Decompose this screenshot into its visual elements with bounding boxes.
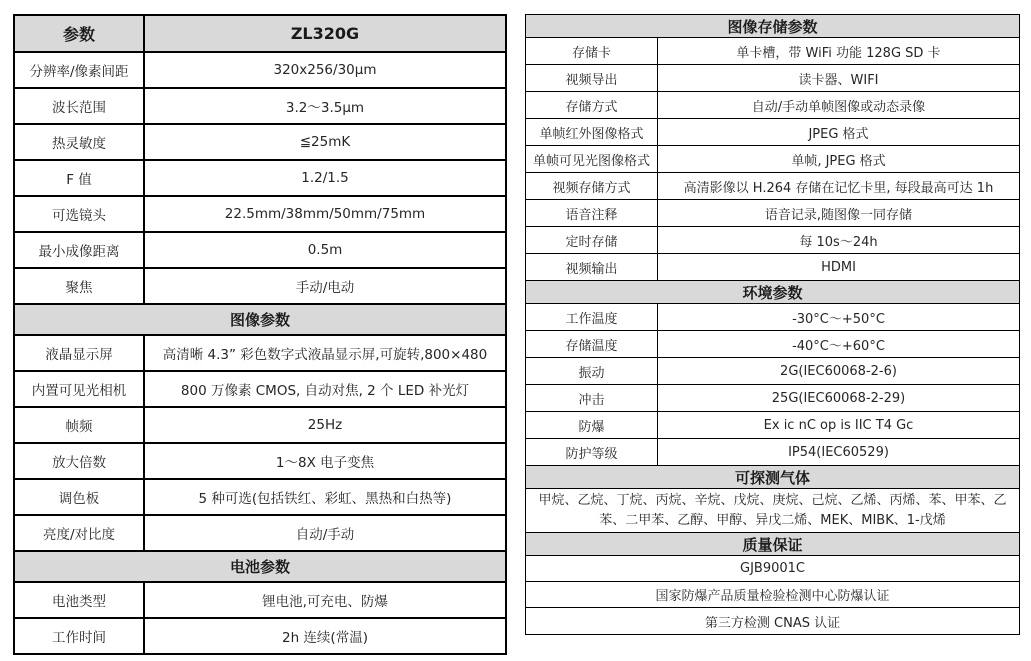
param-label-cell: 可选镜头 (15, 197, 145, 231)
param-value-cell: 2G(IEC60068-2-6) (780, 363, 897, 379)
param-label-cell: 工作时间 (15, 619, 145, 653)
param-label-cell: 分辨率/像素间距 (15, 53, 145, 87)
spec-table-right (525, 14, 1020, 635)
section-header-row: 环境参数 (526, 281, 1019, 304)
param-value-cell: JPEG 格式 (808, 126, 869, 142)
table-header-row (15, 16, 505, 53)
param-label-cell: 存储卡 (526, 38, 658, 64)
table-row (15, 161, 505, 197)
table-row (526, 92, 1019, 119)
table-row (526, 304, 1019, 331)
param-value-cell: IP54(IEC60529) (788, 444, 889, 460)
param-label-cell: 热灵敏度 (15, 125, 145, 159)
param-value-cell: 3.2～3.5μm (285, 100, 365, 116)
param-label-cell: 防护等级 (526, 439, 658, 465)
table-row (15, 480, 505, 516)
section-header-row: 图像存储参数 (526, 15, 1019, 38)
param-value-cell: 320x256/30μm (273, 62, 377, 78)
section-header-row: 质量保证 (526, 533, 1019, 556)
table-row (526, 331, 1019, 358)
param-value-cell: 2h 连续(常温) (282, 630, 368, 646)
table-row (526, 254, 1019, 281)
table-row (15, 336, 505, 372)
full-width-row: 国家防爆产品质量检验检测中心防爆认证 (526, 582, 1019, 608)
param-label-cell: 最小成像距离 (15, 233, 145, 267)
param-label-cell: 电池类型 (15, 583, 145, 617)
param-value-cell: ≦25mK (299, 134, 351, 150)
param-label-cell: F 值 (15, 161, 145, 195)
section-header-row: 可探测气体 (526, 466, 1019, 489)
table-row (526, 119, 1019, 146)
param-label-cell: 单帧红外图像格式 (526, 119, 658, 145)
param-label-cell: 波长范围 (15, 89, 145, 123)
param-value-cell: 0.5m (307, 242, 343, 258)
param-value-cell: 高清影像以 H.264 存储在记忆卡里, 每段最高可达 1h (683, 180, 994, 196)
param-label-cell: 视频存储方式 (526, 173, 658, 199)
param-label-cell: 帧频 (15, 408, 145, 442)
table-row (15, 269, 505, 305)
table-row (15, 125, 505, 161)
table-row (15, 89, 505, 125)
table-row (15, 53, 505, 89)
full-width-row: 甲烷、乙烷、丁烷、丙烷、辛烷、戊烷、庚烷、己烷、乙烯、丙烯、苯、甲苯、乙苯、二甲苯、乙醇、甲醇、异戊二烯、MEK、MIBK、1-戊烯 (526, 489, 1019, 533)
full-width-row: GJB9001C (526, 556, 1019, 582)
param-label-cell: 单帧可见光图像格式 (526, 146, 658, 172)
table-row (15, 372, 505, 408)
spec-table-left (13, 14, 507, 655)
param-value-cell: 800 万像素 CMOS, 自动对焦, 2 个 LED 补光灯 (180, 383, 470, 399)
table-row (15, 583, 505, 619)
param-value-cell: 自动/手动单帧图像或动态录像 (751, 99, 926, 115)
param-value-cell: 单卡槽，带 WiFi 功能 128G SD 卡 (736, 45, 941, 61)
param-label-cell: 液晶显示屏 (15, 336, 145, 370)
param-label-cell: 防爆 (526, 412, 658, 438)
param-label-cell: 视频输出 (526, 254, 658, 280)
param-label-cell: 冲击 (526, 385, 658, 411)
param-label-cell: 放大倍数 (15, 444, 145, 478)
param-value-cell: 25G(IEC60068-2-29) (771, 390, 906, 406)
table-row (526, 439, 1019, 466)
param-value-cell: 22.5mm/38mm/50mm/75mm (224, 206, 426, 222)
param-value-cell: 锂电池,可充电、防爆 (262, 594, 388, 610)
param-value-cell: HDMI (821, 259, 856, 275)
param-value-cell: 1～8X 电子变焦 (275, 455, 375, 471)
table-row (15, 408, 505, 444)
table-row (526, 65, 1019, 92)
param-value-cell: 自动/手动 (295, 527, 355, 543)
param-value-cell: 读卡器、WIFI (798, 72, 879, 88)
table-row (15, 444, 505, 480)
table-row (526, 385, 1019, 412)
param-value-cell: -30°C～+50°C (792, 311, 885, 327)
table-row (15, 197, 505, 233)
table-row (526, 173, 1019, 200)
param-label-cell: 亮度/对比度 (15, 516, 145, 550)
param-value-cell: 手动/电动 (295, 280, 355, 296)
param-label-cell: 调色板 (15, 480, 145, 514)
param-label-cell: 内置可见光相机 (15, 372, 145, 406)
table-row (15, 619, 505, 653)
section-header-row: 图像参数 (15, 305, 505, 336)
param-value-cell: 单帧, JPEG 格式 (791, 153, 886, 169)
param-label-cell: 语音注释 (526, 200, 658, 226)
table-row (15, 516, 505, 552)
model-header-cell: ZL320G (145, 16, 505, 51)
param-value-cell: Ex ic nC op is IIC T4 Gc (763, 417, 914, 433)
table-row (526, 358, 1019, 385)
param-value-cell: -40°C～+60°C (792, 338, 885, 354)
param-label-cell: 定时存储 (526, 227, 658, 253)
param-label-cell: 存储方式 (526, 92, 658, 118)
param-value-cell: 语音记录,随图像一同存储 (764, 207, 913, 223)
param-value-cell: 每 10s～24h (799, 234, 878, 250)
param-value-cell: 高清晰 4.3” 彩色数字式液晶显示屏,可旋转,800×480 (162, 347, 488, 363)
table-row (526, 38, 1019, 65)
param-label-cell: 聚焦 (15, 269, 145, 303)
param-label-cell: 振动 (526, 358, 658, 384)
table-row (526, 227, 1019, 254)
table-row (526, 146, 1019, 173)
table-row (15, 233, 505, 269)
param-header-cell: 参数 (15, 16, 145, 51)
param-label-cell: 存储温度 (526, 331, 658, 357)
param-value-cell: 5 种可选(包括铁红、彩虹、黑热和白热等) (198, 491, 452, 507)
table-row (526, 200, 1019, 227)
param-label-cell: 工作温度 (526, 304, 658, 330)
table-row (526, 412, 1019, 439)
full-width-row: 第三方检测 CNAS 认证 (704, 615, 841, 631)
param-value-cell: 1.2/1.5 (301, 170, 349, 186)
section-header-row: 电池参数 (15, 552, 505, 583)
param-label-cell: 视频导出 (526, 65, 658, 91)
param-value-cell: 25Hz (307, 417, 343, 433)
